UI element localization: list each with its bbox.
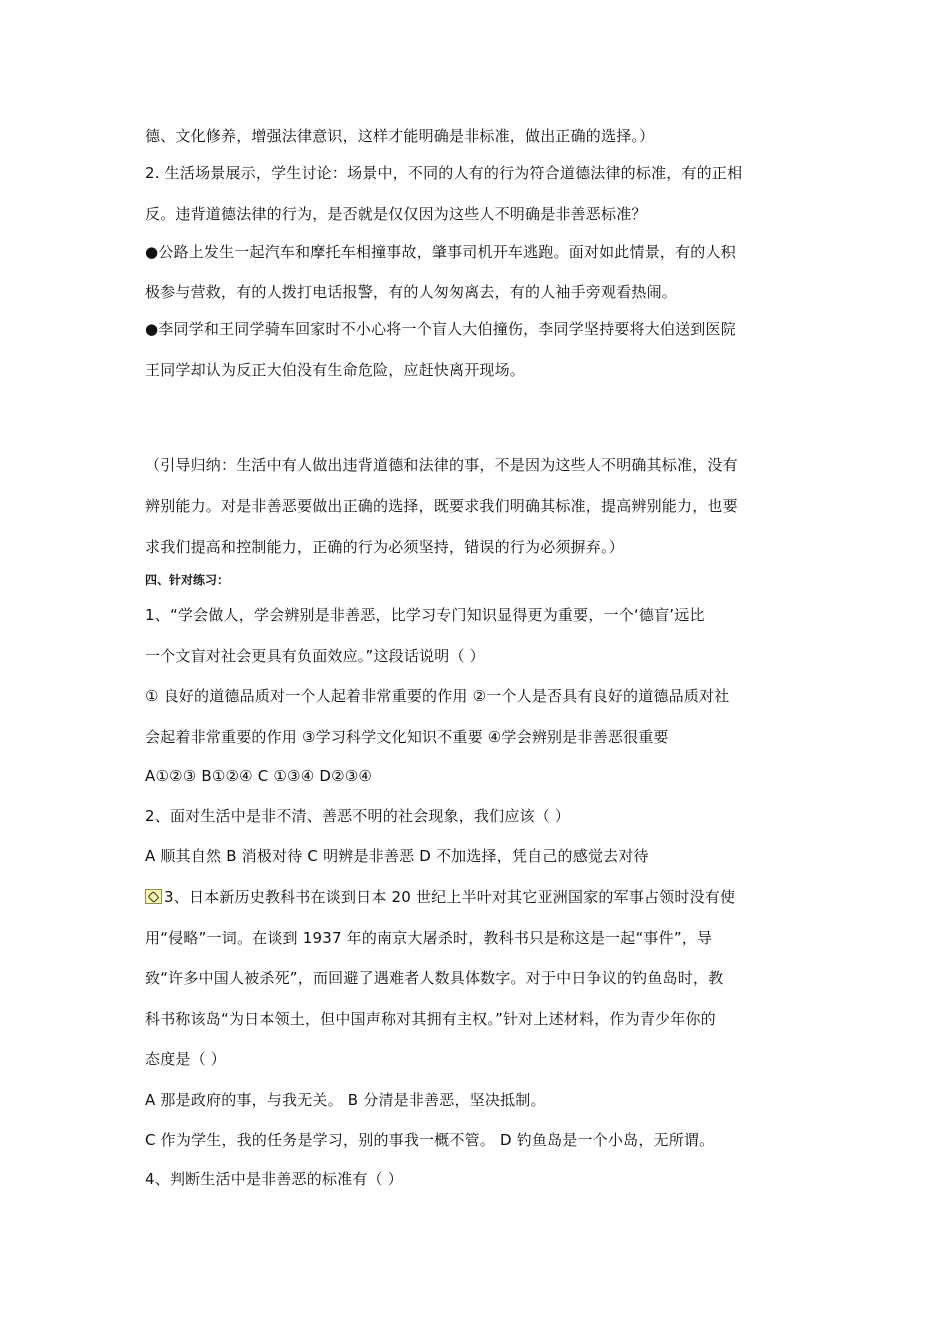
question-line: 科书称该岛“为日本领土，但中国声称对其拥有主权。”针对上述材料，作为青少年你的 xyxy=(145,1010,716,1028)
summary-line: 求我们提高和控制能力，正确的行为必须坚持，错误的行为必须摒弃。） xyxy=(145,538,624,556)
scenario-line: ●李同学和王同学骑车回家时不小心将一个盲人大伯撞伤，李同学坚持要将大伯送到医院 xyxy=(145,320,736,338)
summary-line: （引导归纳：生活中有人做出违背道德和法律的事，不是因为这些人不明确其标准，没有 xyxy=(145,456,738,474)
section-heading: 四、针对练习： xyxy=(145,573,230,587)
answer-options: A①②③ B①②④ C ①③④ D②③④ xyxy=(145,767,373,785)
question-line xyxy=(145,887,735,907)
question-line: 一个文盲对社会更具有负面效应。”这段话说明（ ） xyxy=(145,647,485,665)
answer-options: C 作为学生，我的任务是学习，别的事我一概不管。 D 钓鱼岛是一个小岛，无所谓。 xyxy=(145,1131,715,1149)
question-line: 态度是（ ） xyxy=(145,1050,226,1068)
summary-line: 辨别能力。对是非善恶要做出正确的选择，既要求我们明确其标准，提高辨别能力，也要 xyxy=(145,497,738,515)
question-line: 会起着非常重要的作用 ③学习科学文化知识不重要 ④学会辨别是非善恶很重要 xyxy=(145,728,669,746)
scenario-line: ●公路上发生一起汽车和摩托车相撞事故，肇事司机开车逃跑。面对如此情景，有的人积 xyxy=(145,243,736,261)
scenario-line: 王同学却认为反正大伯没有生命危险，应赶快离开现场。 xyxy=(145,361,526,379)
question-line: 4、判断生活中是非善恶的标准有（ ） xyxy=(145,1170,403,1188)
question-text: 3、日本新历史教科书在谈到日本 20 世纪上半叶对其它亚洲国家的军事占领时没有使 xyxy=(164,888,736,906)
scenario-line: 极参与营救，有的人拨打电话报警，有的人匆匆离去，有的人袖手旁观看热闹。 xyxy=(145,283,678,301)
answer-options: A 那是政府的事，与我无关。 B 分清是非善恶，坚决抵制。 xyxy=(145,1091,546,1109)
annotation-marker-icon xyxy=(145,889,162,904)
question-line: 2、面对生活中是非不清、善恶不明的社会现象，我们应该（ ） xyxy=(145,807,571,825)
question-line: ① 良好的道德品质对一个人起着非常重要的作用 ②一个人是否具有良好的道德品质对社 xyxy=(145,687,730,705)
answer-options: A 顺其自然 B 消极对待 C 明辨是非善恶 D 不加选择，凭自己的感觉去对待 xyxy=(145,847,649,865)
question-line: 致“许多中国人被杀死”，而回避了遇难者人数具体数字。对于中日争议的钓鱼岛时，教 xyxy=(145,969,724,987)
question-line: 用“侵略”一词。在谈到 1937 年的南京大屠杀时，教科书只是称这是一起“事件”，导 xyxy=(145,929,713,947)
paragraph-line: 德、文化修养，增强法律意识，这样才能明确是非标准，做出正确的选择。） xyxy=(145,127,655,145)
paragraph-line: 2. 生活场景展示，学生讨论：场景中，不同的人有的行为符合道德法律的标准，有的正相 xyxy=(145,164,743,182)
question-line: 1、“学会做人，学会辨别是非善恶，比学习专门知识显得更为重要，一个‘德盲’远比 xyxy=(145,606,705,624)
paragraph-line: 反。违背道德法律的行为，是否就是仅仅因为这些人不明确是非善恶标准？ xyxy=(145,205,647,223)
